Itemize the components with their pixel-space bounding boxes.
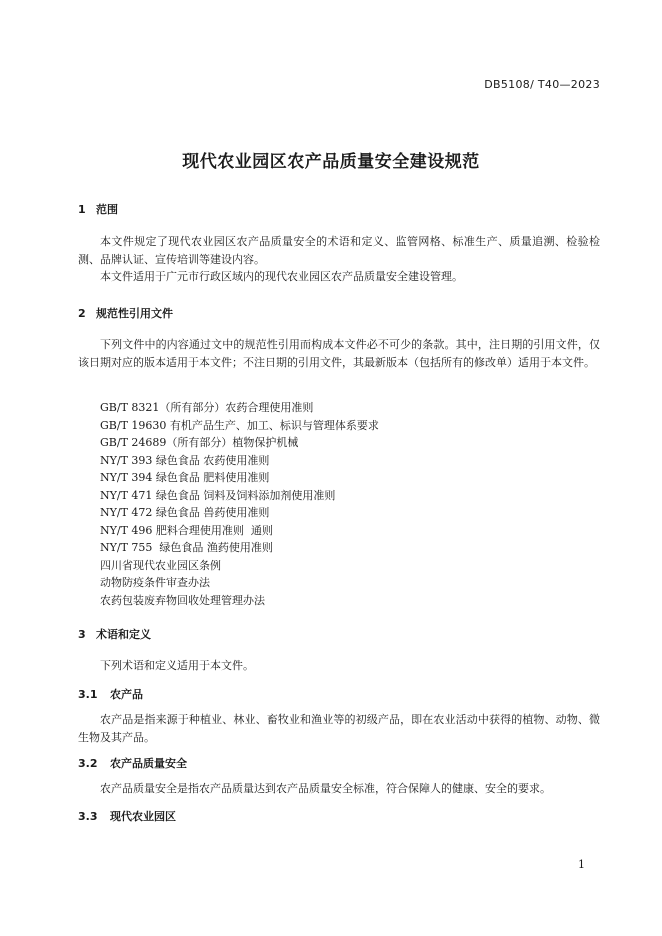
section-title: 农产品 [110,688,143,701]
paragraph-scope-1: 本文件规定了现代农业园区农产品质量安全的术语和定义、监管网格、标准生产、质量追溯、检验检测、品牌认证、宣传培训等建设内容。 [78,235,600,266]
paragraph-scope-2: 本文件适用于广元市行政区域内的现代农业园区农产品质量安全建设管理。 [100,270,463,283]
section-3-heading [78,626,151,642]
reference-item: 动物防疫条件审查办法 [100,576,210,589]
section-title: 现代农业园区 [110,810,176,823]
paragraph-terms-intro: 下列术语和定义适用于本文件。 [100,659,254,672]
section-2-heading [78,305,173,321]
paragraph-normative-intro: 下列文件中的内容通过文中的规范性引用而构成本文件必不可少的条款。其中，注日期的引用文件，仅该日期对应的版本适用于本文件；不注日期的引用文件，其最新版本（包括所有的修改单）适用于本文件。 [78,338,600,369]
document-title: 现代农业园区农产品质量安全建设规范 [182,152,480,172]
reference-item: GB/T 8321（所有部分）农药合理使用准则 [100,401,314,414]
subsection-3-2-heading [78,755,187,771]
subsection-3-1-heading [78,686,143,702]
section-number: 1 [78,203,86,216]
section-number: 3 [78,628,86,641]
section-title: 术语和定义 [96,628,151,641]
reference-item: NY/T 471 绿色食品 饲料及饲料添加剂使用准则 [100,488,336,502]
reference-item: GB/T 24689（所有部分）植物保护机械 [100,436,299,449]
section-1-heading [78,201,118,217]
reference-item: NY/T 755 绿色食品 渔药使用准则 [100,541,273,554]
section-title: 农产品质量安全 [110,757,187,770]
reference-item: NY/T 393 绿色食品 农药使用准则 [100,453,270,467]
paragraph-quality-safety-def: 农产品质量安全是指农产品质量达到农产品质量安全标准，符合保障人的健康、安全的要求。 [100,782,551,795]
section-title: 范围 [96,203,118,216]
section-title: 规范性引用文件 [96,307,173,320]
paragraph-agri-product-def: 农产品是指来源于种植业、林业、畜牧业和渔业等的初级产品，即在农业活动中获得的植物、动物、微生物及其产品。 [78,713,600,744]
section-number: 2 [78,307,86,320]
reference-item: 农药包装废弃物回收处理管理办法 [100,593,265,607]
standard-code: DB5108/ T40—2023 [484,78,600,91]
section-number: 3.3 [78,810,98,823]
reference-item: NY/T 472 绿色食品 兽药使用准则 [100,506,270,519]
reference-item: NY/T 394 绿色食品 肥料使用准则 [100,471,270,484]
section-number: 3.1 [78,688,98,701]
reference-item: NY/T 496 肥料合理使用准则 通则 [100,523,273,537]
reference-item: 四川省现代农业园区条例 [100,558,221,572]
section-number: 3.2 [78,757,98,770]
subsection-3-3-heading [78,808,176,824]
page-number: 1 [578,858,585,871]
reference-item: GB/T 19630 有机产品生产、加工、标识与管理体系要求 [100,418,379,432]
